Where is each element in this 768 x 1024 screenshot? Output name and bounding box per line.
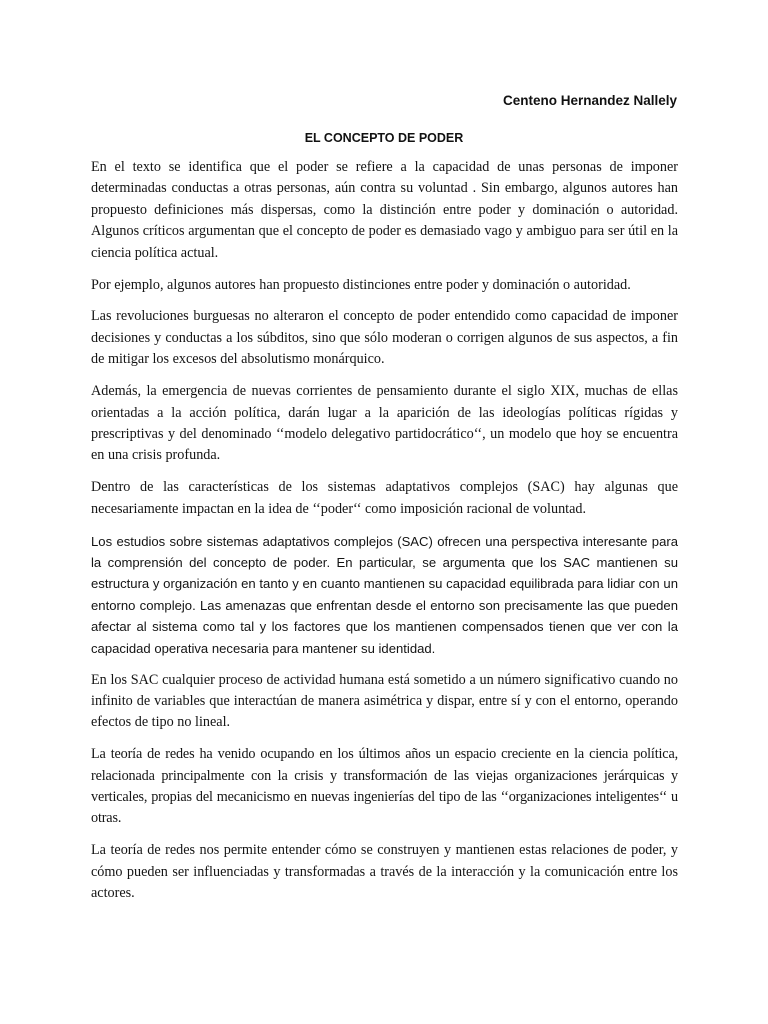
author-name: Centeno Hernandez Nallely	[502, 93, 677, 108]
document-title: EL CONCEPTO DE PODER	[304, 131, 464, 145]
paragraph-9: La teoría de redes nos permite entender cómo se construyen y mantienen estas relaciones de poder, y cómo pueden ser influenciadas y transformadas a través de la interacción y la comunicación entre los actores.	[91, 842, 678, 902]
paragraph-8: La teoría de redes ha venido ocupando en los últimos años un espacio creciente en la ciencia política, relacionada principalmente con la crisis y transformación de las viejas organizaciones jerárquicas y verticales, propias del mecanicismo en nuevas ingenierías del tipo de las ‘‘organizaciones inteligentes‘‘ u otras.	[91, 746, 678, 827]
paragraph-5: Dentro de las características de los sistemas adaptativos complejos (SAC) hay algunas que necesariamente impactan en la idea de ‘‘poder‘‘ como imposición racional de voluntad.	[91, 479, 678, 517]
document-body	[91, 157, 678, 915]
paragraph-1: En el texto se identifica que el poder se refiere a la capacidad de unas personas de imponer determinadas conductas a otras personas, aún contra su voluntad . Sin embargo, algunos autores han propuesto definiciones más dispersas, como la distinción entre poder y dominación o autoridad. Algunos críticos argumentan que el concepto de poder es demasiado vago y ambiguo para ser útil en la ciencia política actual.	[91, 159, 678, 261]
paragraph-6: Los estudios sobre sistemas adaptativos complejos (SAC) ofrecen una perspectiva interesante para la comprensión del concepto de poder. En particular, se argumenta que los SAC mantienen su estructura y organización en tanto y en cuanto mantienen su capacidad equilibrada para lidiar con un entorno complejo. Las amenazas que enfrentan desde el entorno son precisamente las que pueden afectar al sistema como tal y los factores que los mantienen compensados tienen que ver con la capacidad operativa necesaria para mantener su identidad.	[91, 533, 678, 656]
paragraph-2: Por ejemplo, algunos autores han propuesto distinciones entre poder y dominación o autoridad.	[91, 276, 631, 293]
paragraph-4: Además, la emergencia de nuevas corrientes de pensamiento durante el siglo XIX, muchas de ellas orientadas a la acción política, darán lugar a la aparición de las ideologías políticas rígidas y prescriptivas y del denominado ‘‘modelo delegativo partidocrático‘‘, un modelo que hoy se encuentra en una crisis profunda.	[91, 383, 678, 464]
paragraph-7: En los SAC cualquier proceso de actividad humana está sometido a un número significativo cuando no infinito de variables que interactúan de manera asimétrica y dispar, entre sí y con el entorno, operando efectos de tipo no lineal.	[91, 671, 678, 731]
paragraph-3: Las revoluciones burguesas no alteraron el concepto de poder entendido como capacidad de imponer decisiones y conductas a los súbditos, sino que sólo moderan o corrigen algunos de sus aspectos, a fin de mitigar los excesos del absolutismo monárquico.	[91, 308, 678, 368]
